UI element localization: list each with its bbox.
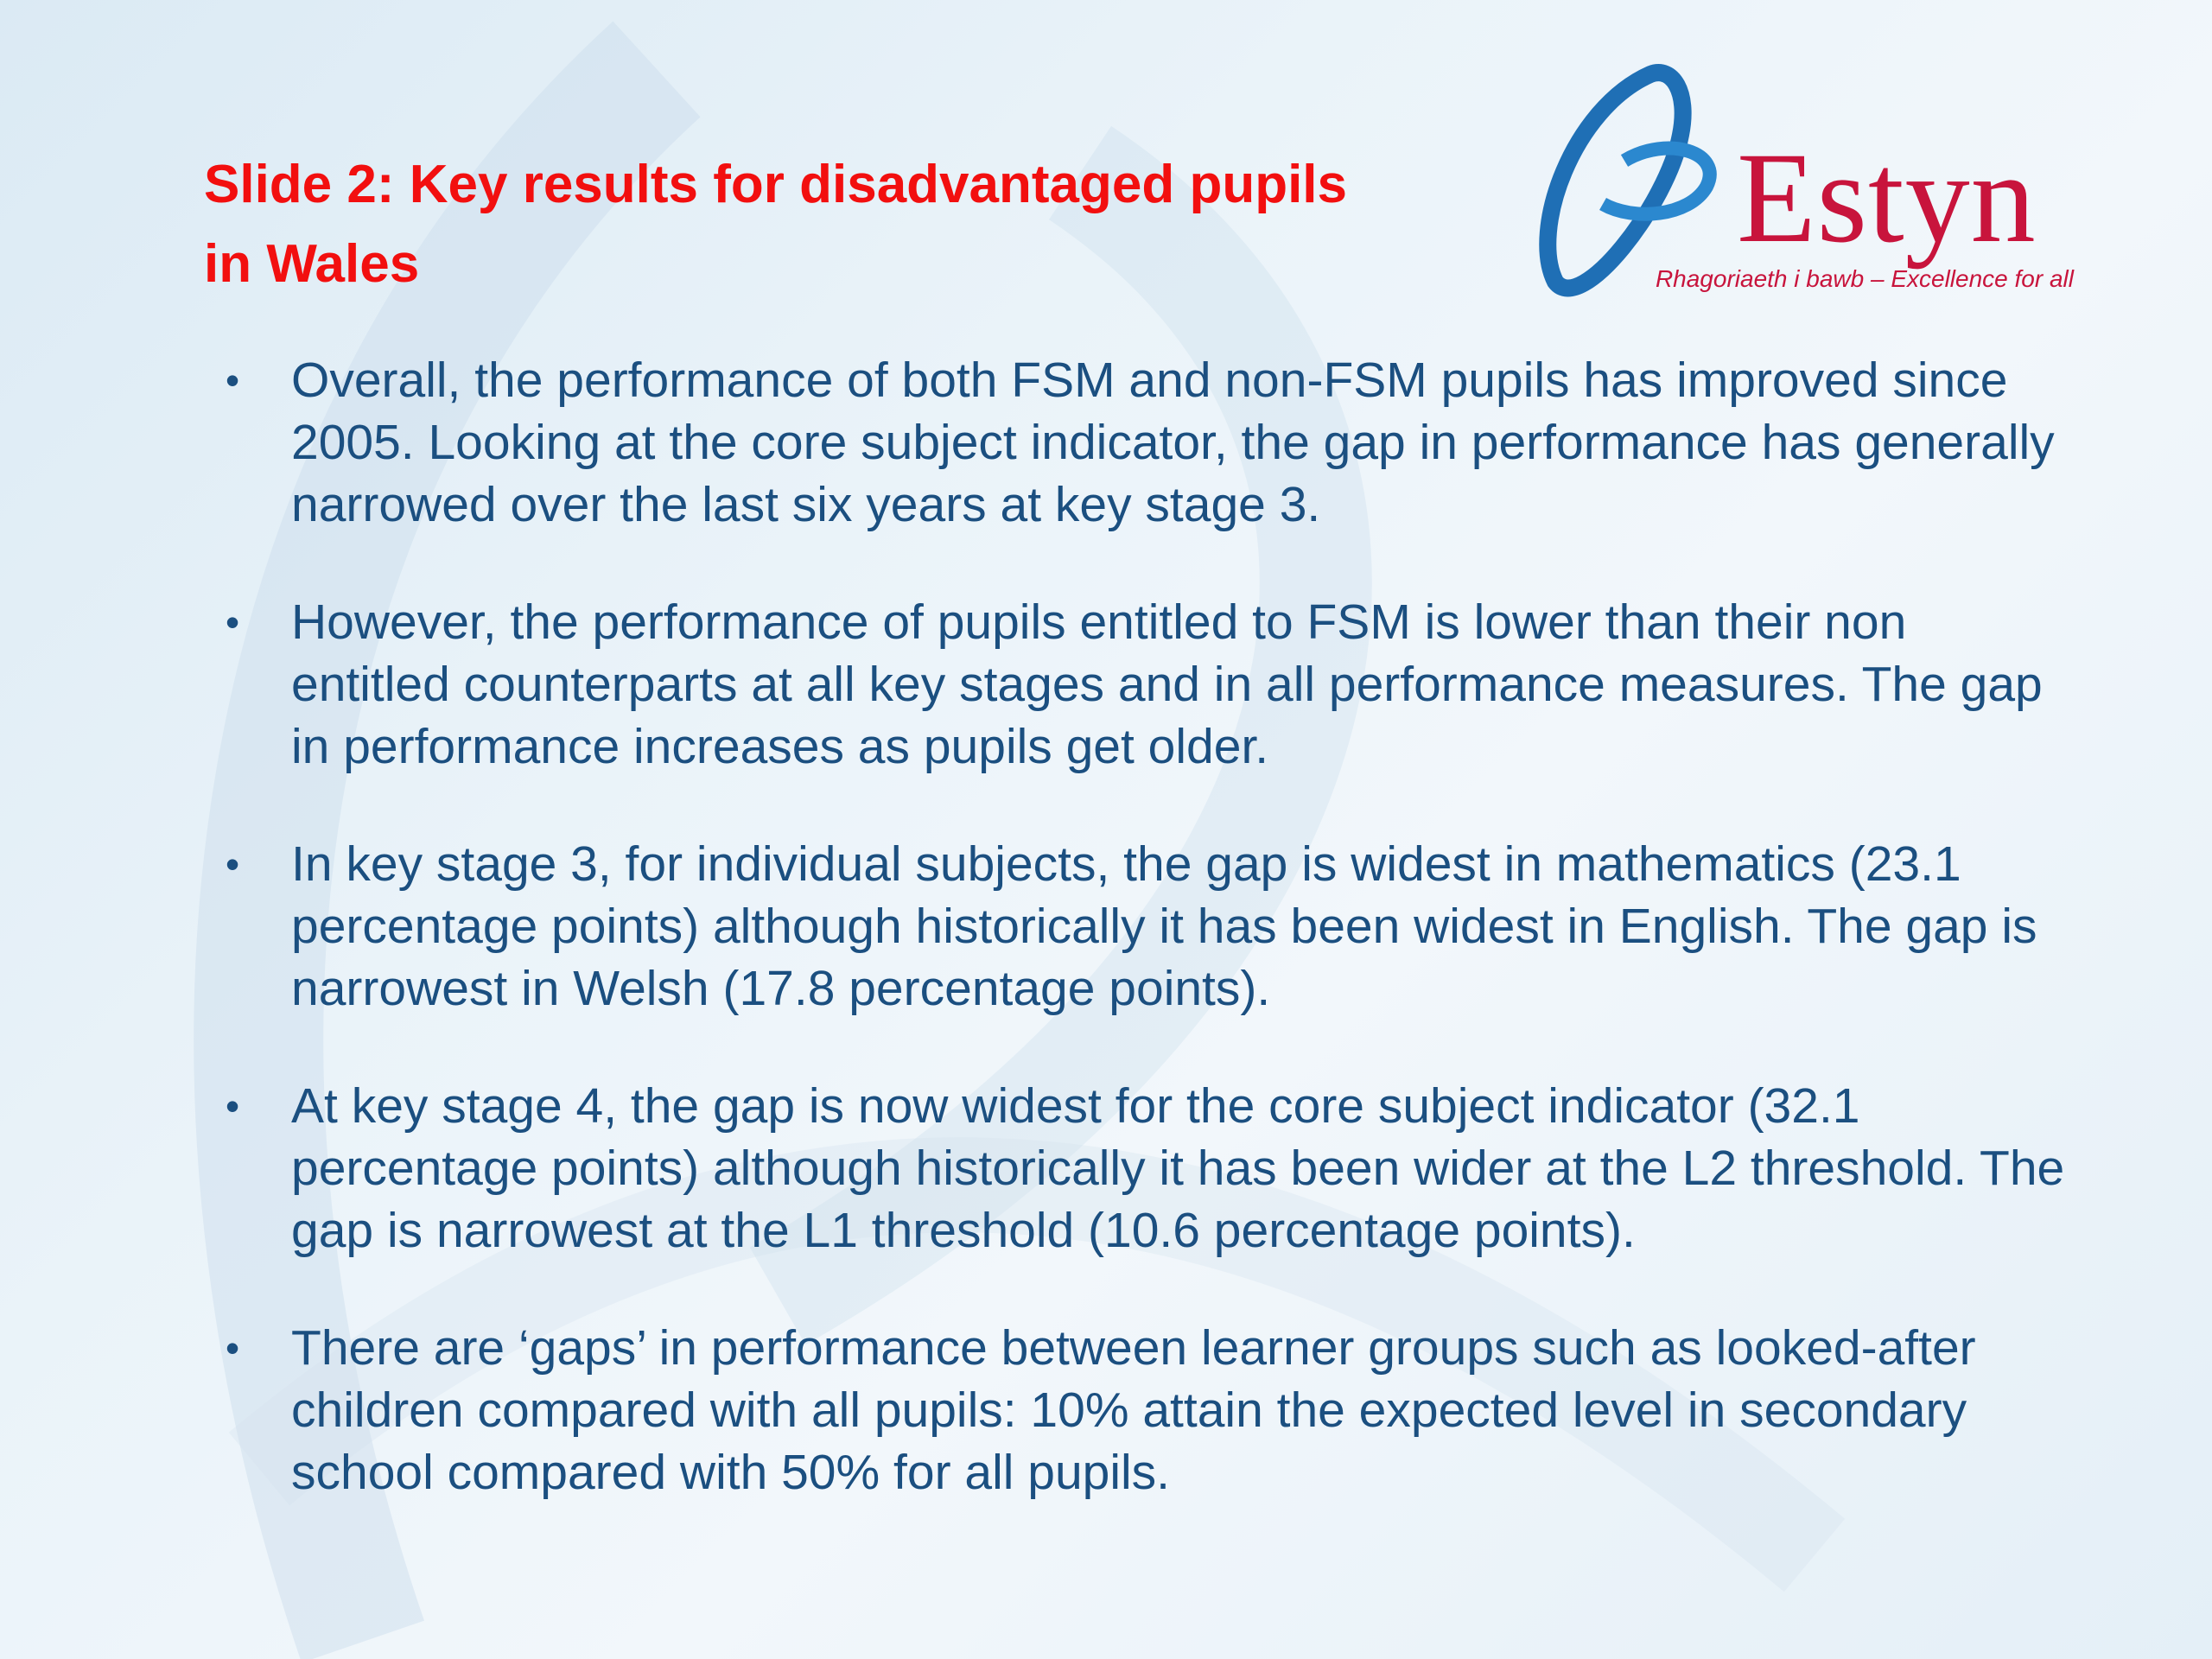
bullet-item [220,1075,2078,1262]
bullet-text: However, the performance of pupils entitled to FSM is lower than their non entitled counterparts at all key stages and in all performance measures. The gap in performance increases as pupils get older. [291,594,2043,774]
bullet-marker: • [226,842,240,887]
bullet-text: At key stage 4, the gap is now widest for the core subject indicator (32.1 percentage points) although historically it has been wider at the L2 threshold. The gap is narrowest at the L1 threshold (10.6 percentage points). [291,1078,2065,1258]
bullet-item [220,349,2078,536]
bullet-text: Overall, the performance of both FSM and non-FSM pupils has improved since 2005. Looking at the core subject indicator, the gap in performance has generally narrowed over the last six years at key stage 3. [291,353,2055,532]
slide-title [204,145,1500,304]
bullet-item [220,591,2078,778]
bullet-marker: • [226,358,240,403]
key-results-list [220,349,2078,1559]
bullet-text: In key stage 3, for individual subjects, the gap is widest in mathematics (23.1 percentage points) although historically it has been widest in English. The gap is narrowest in Welsh (17.8 percentage points). [291,836,2037,1016]
estyn-tagline: Rhagoriaeth i bawb – Excellence for all [1655,265,2074,292]
bullet-marker: • [226,1084,240,1128]
estyn-logo [1521,57,2074,308]
slide-title-line-1: Slide 2: Key results for disadvantaged pupils [204,155,1348,214]
bullet-marker: • [226,600,240,645]
estyn-wordmark: Estyn [1737,126,2037,270]
slide-title-line-2: in Wales [204,234,420,294]
bullet-item [220,1317,2078,1503]
bullet-item [220,833,2078,1020]
bullet-marker: • [226,1325,240,1370]
bullet-text: There are ‘gaps’ in performance between learner groups such as looked-after children compared with all pupils: 10% attain the expected level in secondary school compared with 50% for all pupils. [291,1320,1976,1500]
